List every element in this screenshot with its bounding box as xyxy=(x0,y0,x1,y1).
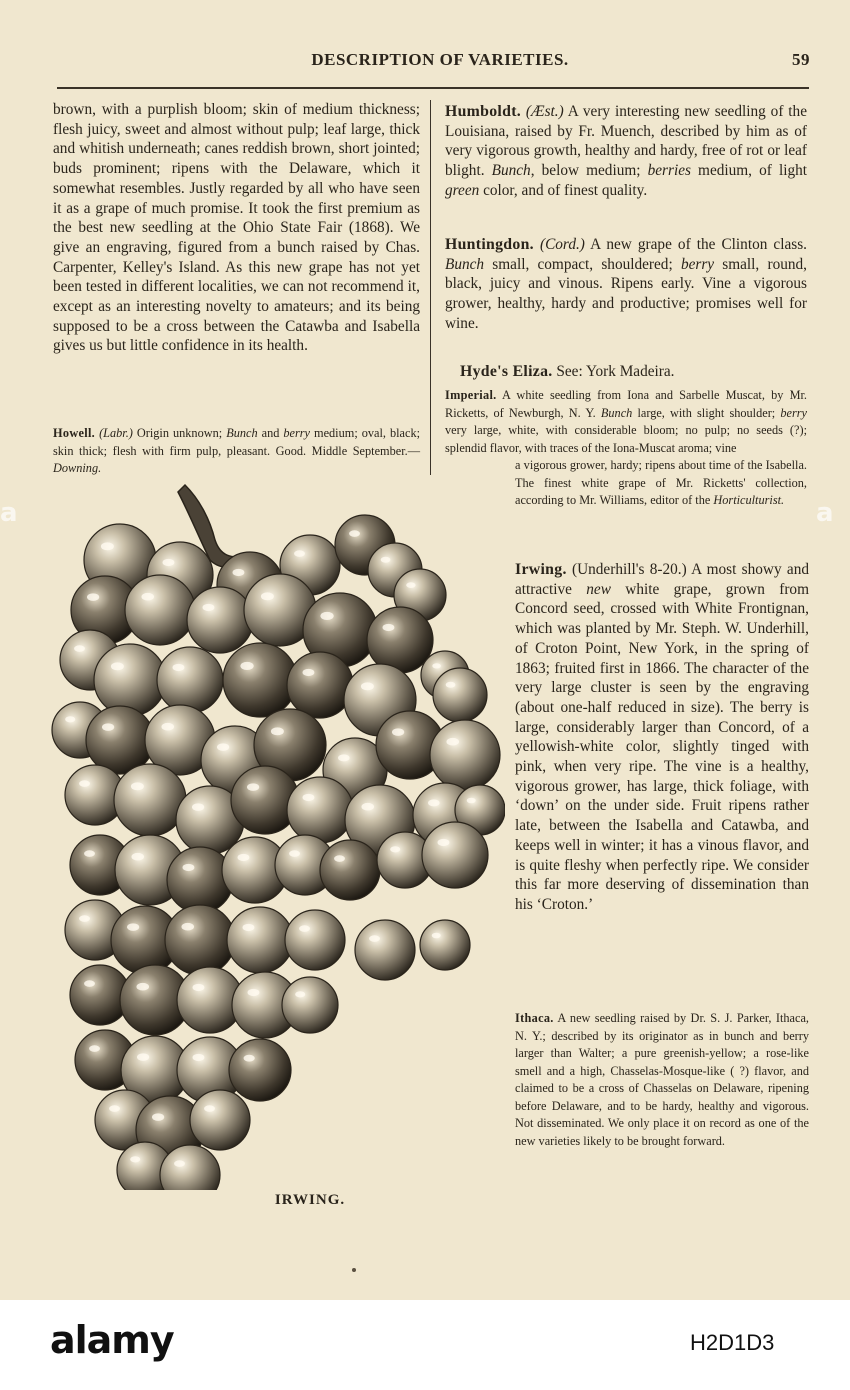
grape-berry xyxy=(125,575,195,645)
entry-text: A very interesting new seedling of the Louisiana, raised by Fr. Muench, described by him as of very vigorous growth, healthy and hardy, free of rot or leaf blight. xyxy=(445,103,807,180)
entry-text: (Underhill's 8-20.) A most showy and attractive xyxy=(515,561,809,598)
entry-name: Humboldt. xyxy=(445,103,521,120)
entry-italic: Bunch xyxy=(445,255,485,273)
grape-berry-highlight xyxy=(127,923,139,930)
grape-berry xyxy=(433,668,487,722)
grape-berry-highlight xyxy=(299,925,310,932)
entry-italic: berry xyxy=(283,426,311,440)
entry-humboldt xyxy=(445,102,807,201)
watermark-side-mark: a xyxy=(816,498,834,528)
entry-class: (Æst.) xyxy=(525,103,564,120)
entry-italic: Bunch xyxy=(600,405,633,420)
entry-source: Horticulturist. xyxy=(713,493,785,507)
entry-source: Downing. xyxy=(53,461,102,475)
entry-name: Ithaca. xyxy=(515,1011,554,1025)
grape-berry xyxy=(187,587,253,653)
grape-berry-highlight xyxy=(446,738,459,746)
watermark-logo: alamy xyxy=(50,1318,174,1362)
entry-text: medium, of light xyxy=(690,162,807,180)
entry-class: (Labr.) xyxy=(99,426,133,440)
watermark-side-mark: a xyxy=(0,498,18,528)
entry-howell xyxy=(53,425,420,478)
continued-paragraph: brown, with a purplish bloom; skin of medium thickness; flesh juicy, sweet and almost without pulp; leaf large, thick and whitish underneath; canes reddish brown, short jointed; buds prominent; ripens with the Delaware, which it somewhat resembles. Justly regarded by all who have seen it as a grape of much promise. It took the first premium as the best new seedling at the Ohio State Fair (1868). We give an engraving, figured from a bunch raised by Chas. Carpenter, Kelley's Island. As this new grape has not yet been tested in different localities, we can not recommend it, except as an interesting novelty to amateurs; and its being supposed to be a cross between the Catawba and Isabella gives us but little confidence in its health. xyxy=(53,101,420,355)
entry-italic: new xyxy=(586,580,611,598)
grape-berry xyxy=(282,977,338,1033)
grape-berry-highlight xyxy=(181,923,194,931)
grape-berry-highlight xyxy=(173,664,185,671)
grape-berry-highlight xyxy=(294,550,305,557)
grape-berry-highlight xyxy=(247,783,259,790)
grape-berry xyxy=(190,1090,250,1150)
grape-berry-highlight xyxy=(390,846,400,852)
grape-berry xyxy=(94,644,166,716)
page-number: 59 xyxy=(792,50,810,69)
grape-berry-highlight xyxy=(87,593,99,600)
entry-text: Origin unknown; xyxy=(132,426,227,440)
grape-berry-highlight xyxy=(183,864,195,871)
entry-text: a vigorous grower, hardy; ripens about time of the Isabella. The finest white grape of Mr. Ricketts' collection, according to Mr. Williams, editor of the xyxy=(515,458,807,507)
grape-berry-highlight xyxy=(243,924,255,931)
grape-berry-highlight xyxy=(79,780,90,787)
grape-berry-highlight xyxy=(193,984,205,991)
grape-berry-highlight xyxy=(111,662,124,670)
grape-berry-highlight xyxy=(89,1045,100,1052)
grape-berry-highlight xyxy=(338,754,350,761)
grape-berry-highlight xyxy=(204,1105,215,1112)
grape-berry-highlight xyxy=(152,1113,164,1120)
grape-berry xyxy=(422,822,488,888)
grape-berry-highlight xyxy=(65,716,75,722)
entry-name: Howell. xyxy=(53,426,96,440)
entry-irwing xyxy=(515,560,809,915)
entry-name: Irwing. xyxy=(515,561,567,578)
entry-huntingdon xyxy=(445,235,807,334)
grape-berry xyxy=(287,652,353,718)
grape-berry-highlight xyxy=(233,569,245,576)
entry-ithaca xyxy=(515,1010,809,1150)
grape-berry-highlight xyxy=(303,794,315,801)
grape-berry-highlight xyxy=(248,989,260,996)
grape-berry-highlight xyxy=(467,798,476,804)
grape-berry xyxy=(285,910,345,970)
grape-berry-highlight xyxy=(361,803,374,811)
grape-berry-highlight xyxy=(74,645,85,652)
entry-text: and xyxy=(257,426,284,440)
grape-berry-highlight xyxy=(174,1160,185,1167)
entry-italic: green xyxy=(445,181,480,199)
entry-class: (Cord.) xyxy=(539,236,585,253)
grape-berry-highlight xyxy=(141,593,154,601)
entry-name: Imperial. xyxy=(445,388,497,402)
entry-imperial xyxy=(445,387,807,457)
entry-text: A new grape of the Clinton class. xyxy=(584,236,807,253)
grape-berry-highlight xyxy=(303,669,315,676)
grape-berry-highlight xyxy=(381,557,391,563)
entry-text: color, and of finest quality. xyxy=(479,181,648,199)
grape-berry xyxy=(86,706,154,774)
grape-berry-highlight xyxy=(203,604,215,611)
entry-italic: Bunch xyxy=(491,162,531,180)
grape-berry-highlight xyxy=(432,933,441,939)
entry-italic: berry xyxy=(680,255,715,273)
grape-berry-highlight xyxy=(428,799,440,806)
grape-berry-highlight xyxy=(130,1156,140,1162)
entry-text: A white seedling from Iona and Sarbelle Muscat, by Mr. Ricketts, of Newburgh, N. Y. xyxy=(445,388,807,420)
header-rule xyxy=(57,87,809,89)
running-header-title: DESCRIPTION OF VARIETIES. xyxy=(311,50,569,69)
grape-berry-highlight xyxy=(320,612,333,620)
grape-berry-highlight xyxy=(131,853,144,861)
entry-hydes-eliza xyxy=(460,362,810,382)
column-divider xyxy=(430,100,431,475)
grape-berry-highlight xyxy=(271,727,284,735)
grape-berry xyxy=(223,643,297,717)
figure-caption: IRWING. xyxy=(274,1192,346,1208)
grape-berry-highlight xyxy=(161,723,174,731)
grape-berry-highlight xyxy=(438,839,450,846)
grape-berry xyxy=(320,840,380,900)
grape-berry-highlight xyxy=(295,991,305,997)
entry-italic: Bunch xyxy=(226,426,258,440)
entry-text: , below medium; xyxy=(530,162,648,180)
grape-berry xyxy=(367,607,433,673)
grape-berry-highlight xyxy=(432,663,441,668)
grape-berry-highlight xyxy=(383,624,395,631)
grape-berry-highlight xyxy=(163,559,175,566)
grape-berry-highlight xyxy=(361,682,374,690)
entry-text: very large, white, with considerable bloom; no pulp; no seeds (?); splendid flavor, with traces of the Iona-Muscat aroma; vine xyxy=(445,423,807,455)
grape-berry-highlight xyxy=(261,592,274,600)
entry-name: Hyde's Eliza. xyxy=(460,363,553,380)
grape-berry-highlight xyxy=(109,1105,120,1112)
grape-berry-highlight xyxy=(79,915,90,922)
grape-berry-highlight xyxy=(406,582,415,588)
grape-berry-highlight xyxy=(136,983,149,991)
grape-berry-highlight xyxy=(137,1053,149,1060)
grape-berry-highlight xyxy=(84,850,95,857)
entry-text: small, compact, shouldered; xyxy=(484,255,681,273)
entry-italic: berries xyxy=(647,162,691,180)
grape-berry-highlight xyxy=(217,743,229,750)
grape-berry xyxy=(355,920,415,980)
entry-text: large, with slight shoulder; xyxy=(632,405,781,420)
grape-berry-highlight xyxy=(349,530,360,537)
grape-berry xyxy=(430,720,500,790)
grape-berry xyxy=(157,647,223,713)
grape-berry-highlight xyxy=(334,855,345,862)
grape-berry xyxy=(420,920,470,970)
grape-berry-highlight xyxy=(289,850,300,857)
grape-berry-highlight xyxy=(240,662,253,670)
grape-berry-highlight xyxy=(192,803,204,810)
entry-text: A new seedling raised by Dr. S. J. Parker, Ithaca, N. Y.; described by its originator as in bunch and berry larger than Walter; a pure greenish-yellow; a rose-like smell and a high, Chasselas-Mosque-like ( ?) flavor, and claimed to be a cross of Chasselas on Delaware, ripening before Delaware, and to be hardy, healthy and vigorous. Not disseminated. We only place it on record as one of the new varieties likely to be brought forward. xyxy=(515,1011,809,1148)
grape-berries xyxy=(52,515,505,1190)
grape-berry-highlight xyxy=(446,682,456,688)
grape-berry-highlight xyxy=(102,723,114,730)
grape-berry xyxy=(114,764,186,836)
entry-text: See: York Madeira. xyxy=(552,363,675,380)
grape-berry xyxy=(287,777,353,843)
entry-text: medium; oval, black; skin thick; flesh with firm pulp, pleasant. Good. Middle September.— xyxy=(53,426,421,458)
grape-berry xyxy=(227,907,293,973)
grape-cluster-engraving xyxy=(50,480,505,1190)
grape-berry xyxy=(229,1039,291,1101)
grape-berry-highlight xyxy=(84,980,95,987)
grape-berry-highlight xyxy=(244,1055,255,1062)
entry-italic: berry xyxy=(780,405,807,420)
page-mark xyxy=(352,1268,356,1272)
grape-berry-highlight xyxy=(193,1054,205,1061)
grape-berry xyxy=(165,905,235,975)
grape-berry-highlight xyxy=(369,935,380,942)
grape-berry-highlight xyxy=(131,782,144,790)
entry-text: small, round, black, juicy and vinous. Ripens early. Vine a vigorous grower, healthy, hardy and productive; promises well for wine. xyxy=(445,255,807,332)
watermark-image-id: H2D1D3 xyxy=(690,1330,775,1355)
grape-berry-highlight xyxy=(392,728,404,735)
entry-imperial-continued xyxy=(515,457,807,510)
grape-berry-highlight xyxy=(101,542,114,550)
entry-text: white grape, grown from Concord seed, crossed with White Frontignan, which was planted by Mr. Steph. W. Underhill, of Croton Point, New York, in the spring of 1863; fruited first in 1866. The character of the very large cluster is seen by the engraving (about one-half reduced in size). The berry is large, considerably larger than Concord, of a yellowish-white color, slightly tinged with pink, when very ripe. The vine is a healthy, vigorous grower, has large, thick foliage, with ‘down’ on the under side. Fruit ripens rather late, between the Isabella and Catawba, and keeps well in winter; it has a vinous flavor, and is quite fleshy when perfectly ripe. We consider this far more deserving of dissemination than his ‘Croton.’ xyxy=(515,580,809,913)
entry-name: Huntingdon. xyxy=(445,236,534,253)
grape-berry-highlight xyxy=(238,854,250,861)
